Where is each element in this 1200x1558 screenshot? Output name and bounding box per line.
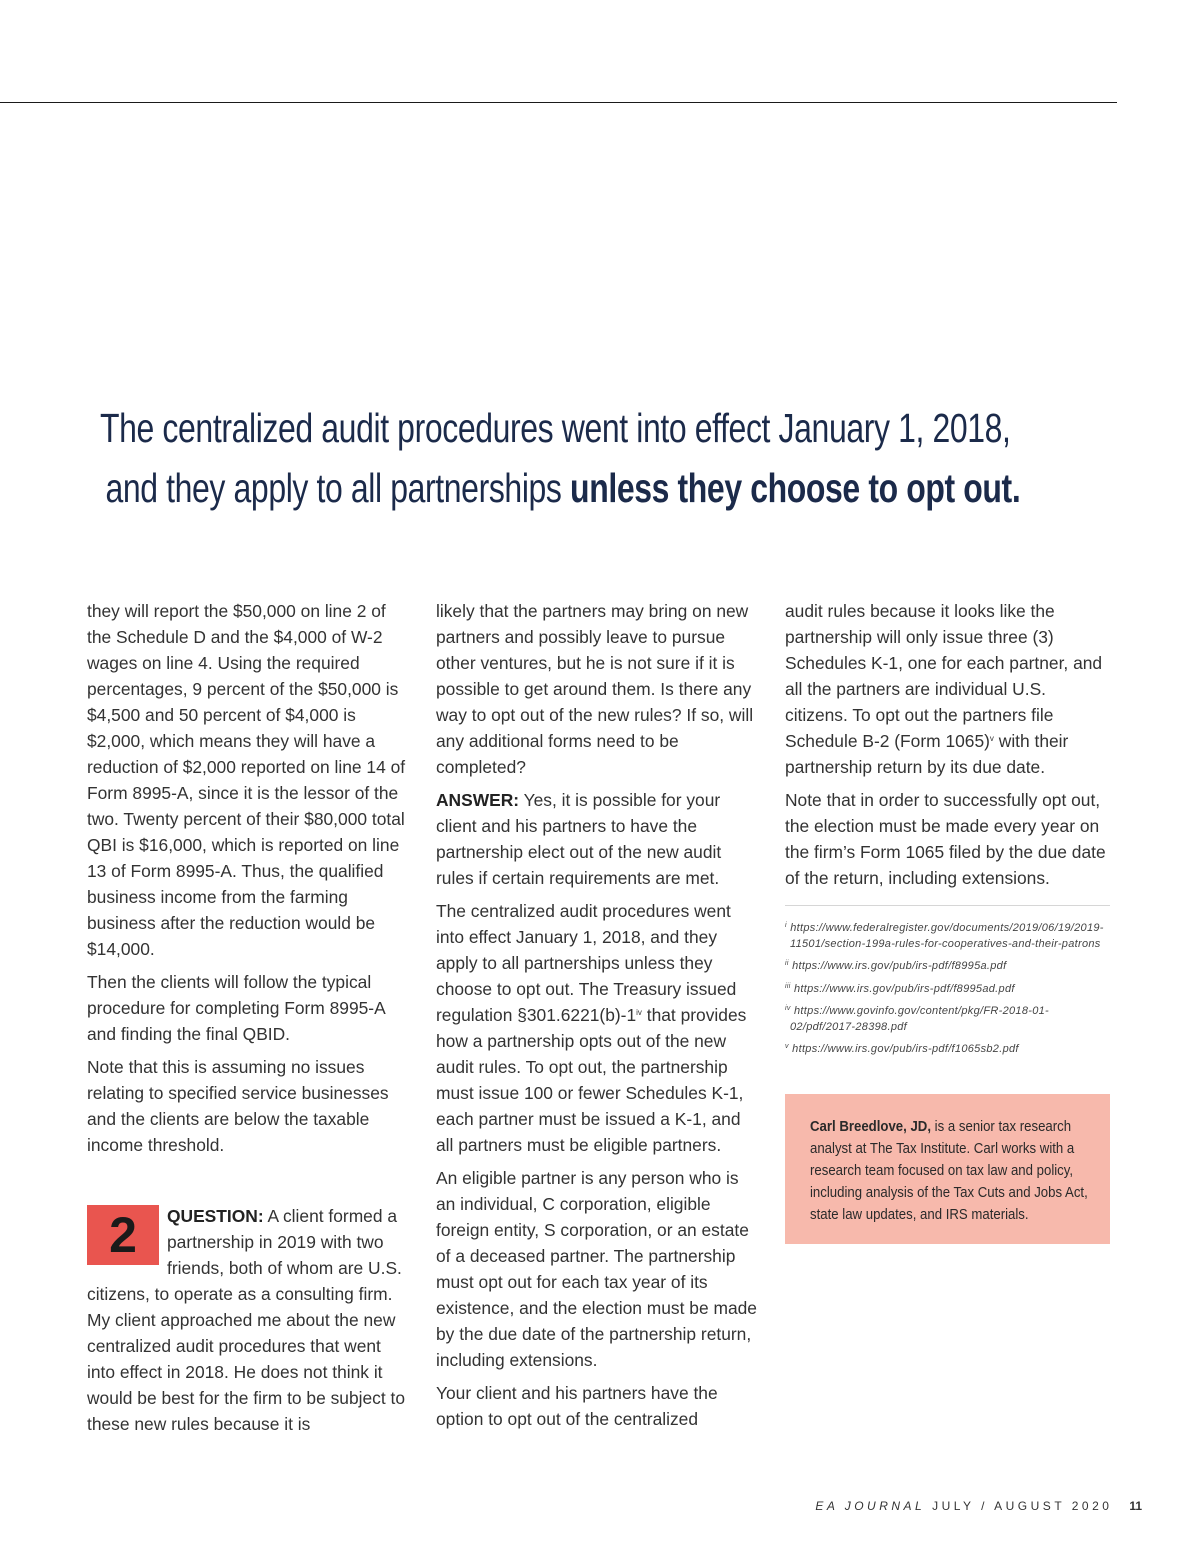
paragraph: Your client and his partners have the option to opt out of the centralized (436, 1383, 718, 1429)
paragraph: they will report the $50,000 on line 2 of the Schedule D and the $4,000 of W-2 wages on line 4. Using the required percentages, 9 percent of the $50,000 is $4,500 and 50 percent of $4,000 is $2,000, which means they will have a reduction of $2,000 reported on line 14 of Form 8995-A, since it is the lessor of the two. Twenty percent of their $80,000 total QBI is $16,000, which is reported on line 13 of Form 8995-A. Thus, the qualified business income from the farming business after the reduction would be $14,000. (87, 601, 406, 959)
question-text: A client formed a partnership in 2019 with two friends, both of whom are U.S. citizens, to operate as a consulting firm. My client approached me about the new centralized audit procedures that went into effect in 2018. He does not think it would be best for the firm to be subject to these new rules because it is (87, 1206, 406, 1434)
paragraph: audit rules because it looks like the partnership will only issue three (3) Schedules K-1, one for each partner, and all the partners are individual U.S. citizens. To opt out the partners file Schedule B-2 (Form 1065)$^v$ with their partnership return by its due date. (785, 601, 1103, 777)
answer-label: ANSWER: (436, 790, 520, 810)
question-number-badge: 2 (87, 1205, 159, 1265)
pull-quote-line-1: The centralized audit procedures went into effect January 1, 2018, (100, 405, 1011, 451)
author-bio-box (785, 1094, 1110, 1244)
footnote-ref: iv (636, 1008, 642, 1017)
page-footer (815, 1499, 1142, 1513)
pull-quote (100, 398, 1021, 518)
footnote-item: $^{iv}$ https://www.govinfo.gov/content/pkg/FR-2018-01-02/pdf/2017-28398.pdf (785, 1005, 1050, 1033)
footnote-link[interactable]: https://www.govinfo.gov/content/pkg/FR-2018-01-02/pdf/2017-28398.pdf (790, 1005, 1050, 1033)
answer-paragraph (436, 787, 761, 891)
footnote-item: $^{ii}$ https://www.irs.gov/pub/irs-pdf/f8995a.pdf (785, 960, 1007, 972)
author-bio-text: is a senior tax research analyst at The Tax Institute. Carl works with a research team focused on tax law and policy, including analysis of the Tax Cuts and Jobs Act, state law updates, and IRS materials. (810, 1118, 1088, 1223)
issue-date: JULY / AUGUST 2020 (932, 1499, 1113, 1513)
footnotes (785, 921, 1110, 1058)
journal-name: EA JOURNAL (815, 1499, 926, 1513)
footnote-item: $^i$ https://www.federalregister.gov/documents/2019/06/19/2019-11501/section-199a-rules-for-cooperatives-and-their-patrons (785, 922, 1104, 950)
footnote-item: $^v$ https://www.irs.gov/pub/irs-pdf/f1065sb2.pdf (785, 1043, 1019, 1055)
footnote-divider (785, 905, 1110, 906)
paragraph: Note that this is assuming no issues relating to specified service businesses and the clients are below the taxable income threshold. (87, 1057, 389, 1155)
footnote-link[interactable]: https://www.irs.gov/pub/irs-pdf/f8995a.pdf (792, 960, 1007, 972)
question-block (87, 1203, 412, 1437)
question-label: QUESTION: (167, 1206, 264, 1226)
footnote-ref: v (989, 734, 994, 743)
footnote-item: $^{iii}$ https://www.irs.gov/pub/irs-pdf/f8995ad.pdf (785, 982, 1015, 995)
pull-quote-emphasis: unless they choose to opt out. (570, 465, 1021, 511)
paragraph: likely that the partners may bring on new partners and possibly leave to pursue other ventures, but he is not sure if it is possible to get around them. Is there any way to opt out of the new rules? If so, will any additional forms need to be completed? (436, 601, 754, 777)
author-name: Carl Breedlove, JD, (810, 1118, 932, 1135)
footnote-link[interactable]: https://www.irs.gov/pub/irs-pdf/f8995ad.pdf (793, 982, 1015, 995)
pull-quote-line-2 (100, 458, 1021, 518)
header-rule (0, 102, 1117, 103)
footnote-link[interactable]: https://www.federalregister.gov/documents/2019/06/19/2019-11501/section-199a-rules-for-cooperatives-and-their-patrons (790, 922, 1104, 950)
pull-quote-regular: and they apply to all partnerships (105, 465, 562, 511)
paragraph: Then the clients will follow the typical procedure for completing Form 8995-A and finding the final QBID. (87, 972, 385, 1044)
article-column-3 (785, 598, 1110, 1244)
article-column-1 (87, 598, 412, 1437)
footnote-link[interactable]: https://www.irs.gov/pub/irs-pdf/f1065sb2.pdf (792, 1043, 1019, 1055)
article-column-2 (436, 598, 761, 1439)
paragraph: An eligible partner is any person who is an individual, C corporation, eligible foreign entity, S corporation, or an estate of a deceased partner. The partnership must opt out for each tax year of its existence, and the election must be made by the due date of the partnership return, including extensions. (436, 1168, 757, 1370)
page-number: 11 (1129, 1499, 1142, 1513)
paragraph: Note that in order to successfully opt out, the election must be made every year on the firm’s Form 1065 filed by the due date of the return, including extensions. (785, 790, 1106, 888)
paragraph: The centralized audit procedures went into effect January 1, 2018, and they apply to all partnerships unless they choose to opt out. The Treasury issued regulation §301.6221(b)-1$^{iv}$ that provides how a partnership opts out of the new audit rules. To opt out, the partnership must issue 100 or fewer Schedules K-1, each partner must be issued a K-1, and all partners must be eligible partners. (436, 901, 747, 1155)
answer-text: Yes, it is possible for your client and his partners to have the partnership elect out of the new audit rules if certain requirements are met. (436, 790, 722, 888)
